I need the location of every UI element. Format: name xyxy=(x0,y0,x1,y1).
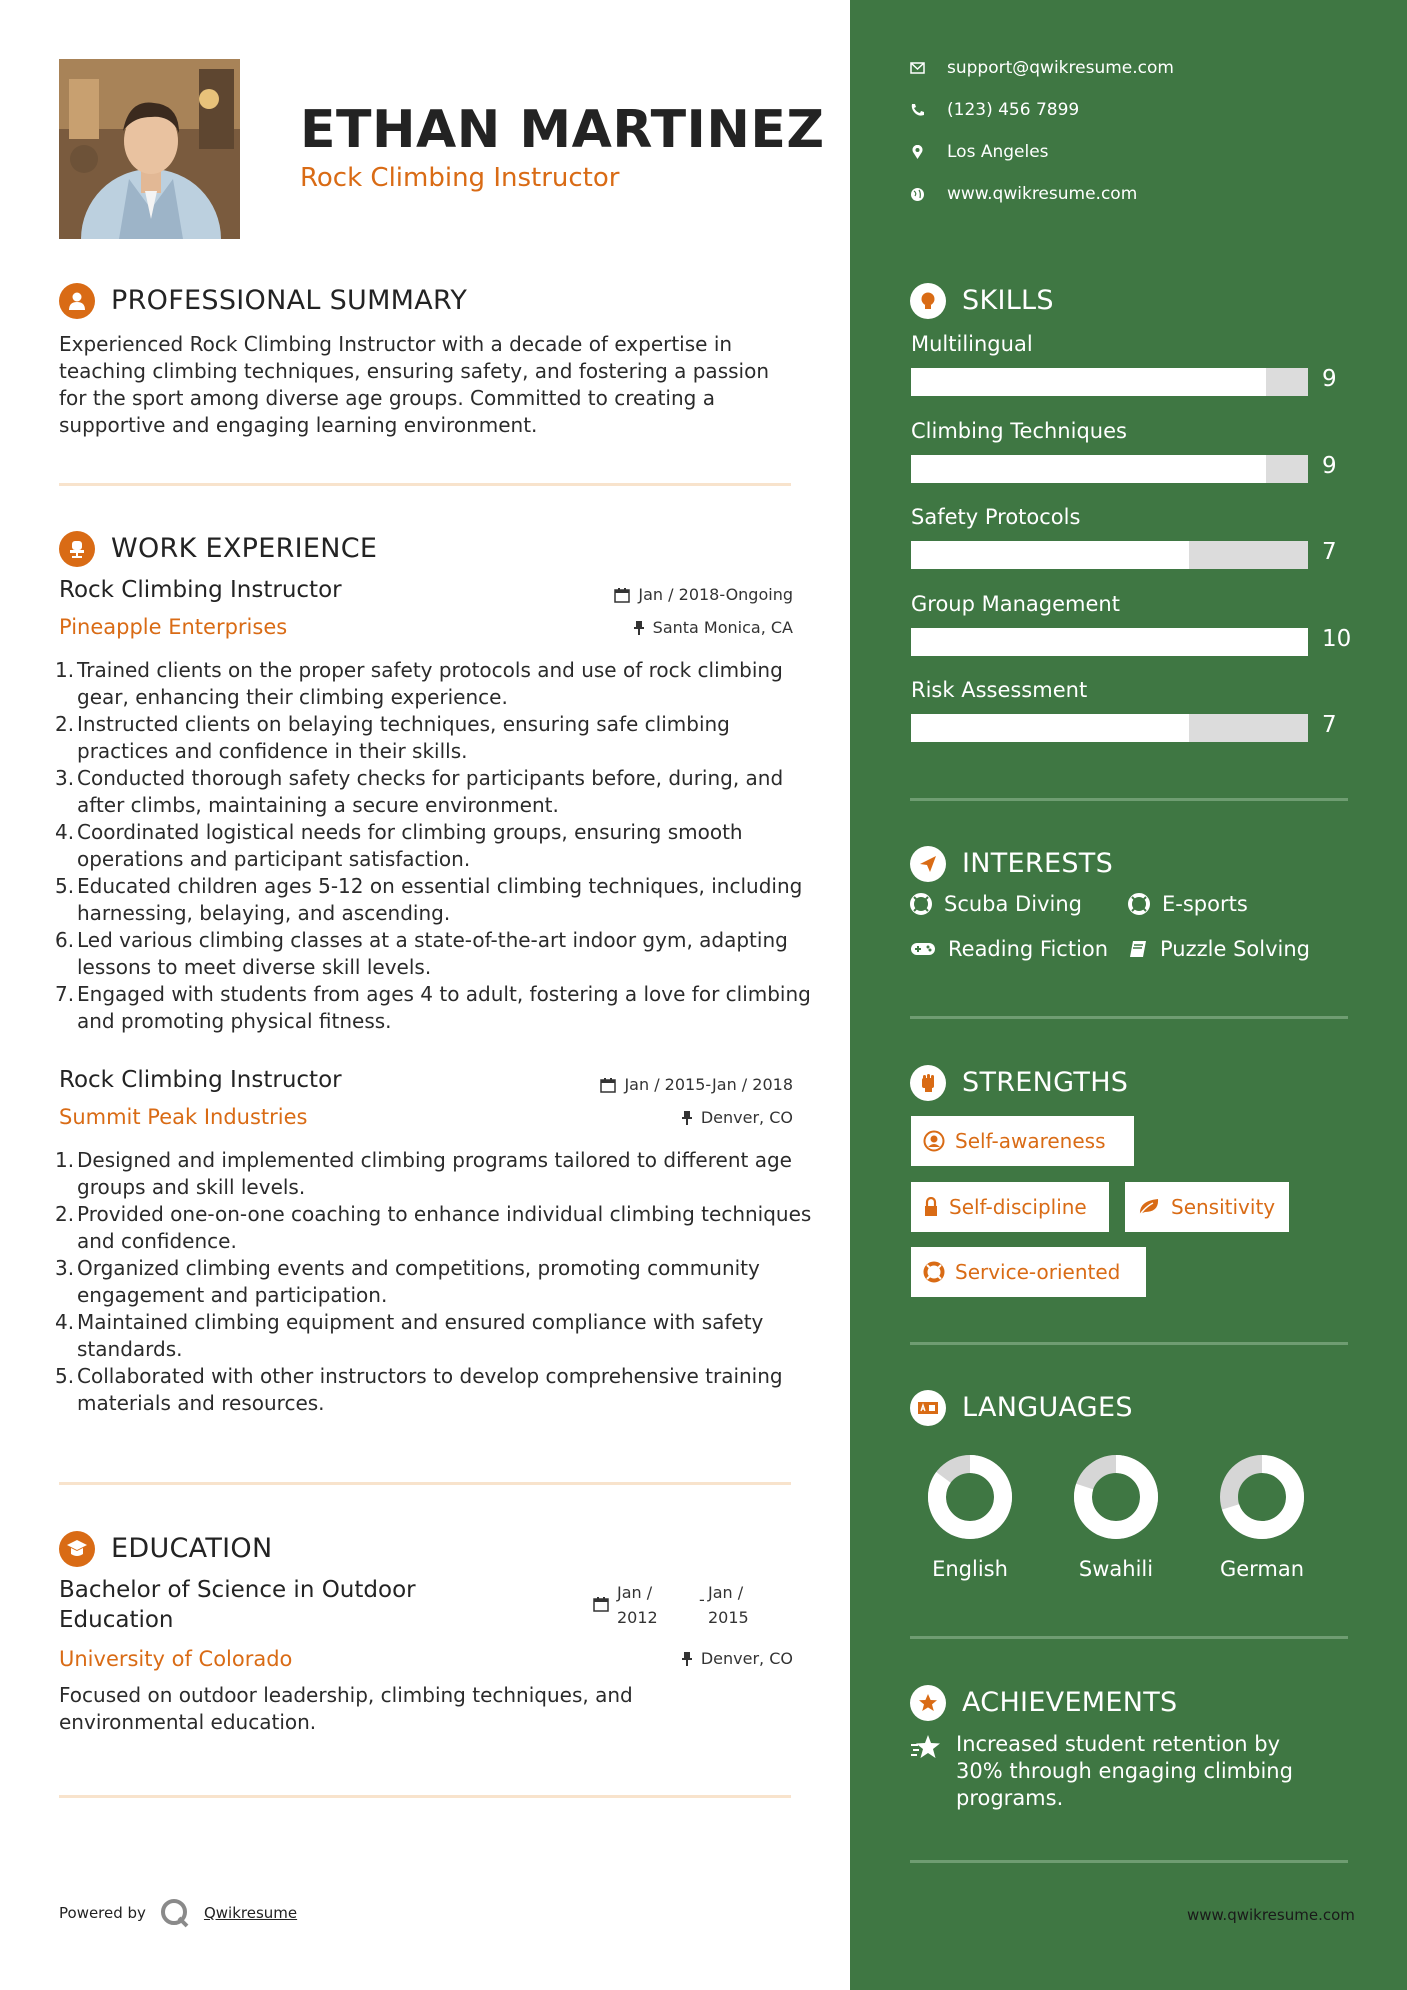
calendar-icon xyxy=(614,587,630,603)
profile-photo xyxy=(59,59,240,239)
company-name: Summit Peak Industries xyxy=(59,1105,308,1129)
section-divider xyxy=(910,1016,1348,1019)
job-location xyxy=(633,618,793,637)
skill-name: Multilingual xyxy=(911,332,1033,356)
skill-bar xyxy=(911,368,1308,396)
edu-location-text: Denver, CO xyxy=(700,1649,793,1668)
lifebuoy-icon xyxy=(923,1261,945,1283)
contact-location: Los Angeles xyxy=(910,142,1049,162)
footer-website[interactable]: www.qwikresume.com xyxy=(1187,1906,1355,1924)
skill-bar xyxy=(911,628,1308,656)
interest-item: Puzzle Solving xyxy=(1128,937,1310,961)
globe-icon xyxy=(910,187,925,202)
powered-by-label: Powered by xyxy=(59,1904,146,1922)
list-item: 4. Maintained climbing equipment and ensured compliance with safety standards. xyxy=(55,1310,764,1361)
section-divider xyxy=(910,798,1348,801)
fist-icon xyxy=(910,1065,946,1101)
job-location xyxy=(681,1108,793,1127)
contact-email[interactable]: support@qwikresume.com xyxy=(910,58,1174,78)
lifebuoy-icon xyxy=(910,893,932,915)
map-pin-icon xyxy=(910,145,925,160)
interest-item: E-sports xyxy=(1128,892,1248,916)
summary-heading: PROFESSIONAL SUMMARY xyxy=(111,285,468,316)
language-level-ring xyxy=(927,1454,1013,1540)
book-icon xyxy=(1128,939,1148,959)
job-bullets xyxy=(55,657,815,1035)
languages-heading: LANGUAGES xyxy=(962,1392,1133,1423)
strength-tag: Self-discipline xyxy=(911,1182,1109,1232)
job-title: Rock Climbing Instructor xyxy=(59,1067,342,1093)
section-divider xyxy=(59,1482,791,1485)
section-divider xyxy=(910,1342,1348,1345)
skills-heading: SKILLS xyxy=(962,285,1054,316)
interest-item: Scuba Diving xyxy=(910,892,1082,916)
list-item: 2. Provided one-on-one coaching to enhance individual climbing techniques and confidence. xyxy=(55,1202,812,1253)
footer-powered-by xyxy=(59,1898,297,1928)
list-item: 5. Collaborated with other instructors to develop comprehensive training materials and resources. xyxy=(55,1364,783,1415)
star-icon xyxy=(910,1733,942,1761)
degree-line: Education xyxy=(59,1607,174,1633)
skill-name: Safety Protocols xyxy=(911,505,1081,529)
job-dates xyxy=(600,1075,793,1094)
job-title: Rock Climbing Instructor xyxy=(59,577,342,603)
language-name: German xyxy=(1219,1557,1305,1581)
skill-value: 7 xyxy=(1322,712,1337,738)
calendar-icon xyxy=(593,1596,609,1612)
leaf-icon xyxy=(1137,1197,1161,1217)
section-divider xyxy=(59,483,791,486)
skill-value: 9 xyxy=(1322,366,1337,392)
section-divider xyxy=(910,1860,1348,1863)
job-dates xyxy=(614,585,793,604)
skill-name: Climbing Techniques xyxy=(911,419,1127,443)
job-location-text: Denver, CO xyxy=(700,1108,793,1127)
qwikresume-logo-icon xyxy=(160,1898,190,1928)
list-item: 6. Led various climbing classes at a state-of-the-art indoor gym, adapting lessons to meet diverse skill levels. xyxy=(55,928,788,979)
user-icon xyxy=(59,283,95,319)
lock-icon xyxy=(923,1197,939,1217)
candidate-title: Rock Climbing Instructor xyxy=(300,163,620,193)
list-item: 3. Organized climbing events and competitions, promoting community engagement and participation. xyxy=(55,1256,760,1307)
education-description: Focused on outdoor leadership, climbing techniques, and environmental education. xyxy=(59,1683,633,1734)
job-bullets xyxy=(55,1147,815,1417)
section-divider xyxy=(910,1636,1348,1639)
job-dates-text: Jan / 2018-Ongoing xyxy=(638,585,793,604)
pin-icon xyxy=(681,1651,693,1667)
skill-name: Risk Assessment xyxy=(911,678,1088,702)
strength-tag: Self-awareness xyxy=(911,1116,1134,1166)
skill-value: 9 xyxy=(1322,453,1337,479)
language-name: English xyxy=(932,1557,1008,1581)
paper-plane-icon xyxy=(910,846,946,882)
skill-bar-fill xyxy=(911,628,1308,656)
skill-name: Group Management xyxy=(911,592,1120,616)
skill-value: 7 xyxy=(1322,539,1337,565)
envelope-icon xyxy=(910,62,925,74)
lifebuoy-icon xyxy=(1128,893,1150,915)
skill-bar-fill xyxy=(911,541,1189,569)
star-badge-icon xyxy=(910,1685,946,1721)
company-name: Pineapple Enterprises xyxy=(59,615,288,639)
degree-line: Bachelor of Science in Outdoor xyxy=(59,1577,416,1603)
experience-heading: WORK EXPERIENCE xyxy=(111,533,378,564)
list-item: 4. Coordinated logistical needs for climbing groups, ensuring smooth operations and participant satisfaction. xyxy=(55,820,743,871)
date-separator: - xyxy=(699,1590,705,1609)
skill-bar xyxy=(911,541,1308,569)
edu-start-date: Jan / 2012 xyxy=(617,1583,658,1627)
chair-icon xyxy=(59,531,95,567)
graduation-icon xyxy=(59,1531,95,1567)
user-circle-icon xyxy=(923,1130,945,1152)
education-heading: EDUCATION xyxy=(111,1533,273,1564)
brand-link[interactable]: Qwikresume xyxy=(203,1904,298,1922)
language-icon xyxy=(910,1390,946,1426)
job-dates-text: Jan / 2015-Jan / 2018 xyxy=(624,1075,793,1094)
contact-phone[interactable]: (123) 456 7899 xyxy=(910,100,1079,120)
list-item: 2. Instructed clients on belaying techniques, ensuring safe climbing practices and confidence in their skills. xyxy=(55,712,730,763)
job-location-text: Santa Monica, CA xyxy=(652,618,793,637)
pin-icon xyxy=(633,620,645,636)
skill-bar-fill xyxy=(911,714,1189,742)
skill-bar-fill xyxy=(911,368,1266,396)
phone-icon xyxy=(910,103,925,117)
achievement-item: Increased student retention by 30% through engaging climbing programs. xyxy=(910,1731,1330,1812)
strength-tag: Service-oriented xyxy=(911,1247,1146,1297)
edu-location xyxy=(681,1649,793,1668)
list-item: 5. Educated children ages 5-12 on essential climbing techniques, including harnessing, belaying, and ascending. xyxy=(55,874,803,925)
list-item: 7. Engaged with students from ages 4 to adult, fostering a love for climbing and promoting physical fitness. xyxy=(55,982,811,1033)
skill-bar xyxy=(911,714,1308,742)
strength-tag: Sensitivity xyxy=(1125,1182,1289,1232)
interest-item: Reading Fiction xyxy=(910,937,1108,961)
pin-icon xyxy=(681,1110,693,1126)
calendar-icon xyxy=(600,1077,616,1093)
candidate-name: ETHAN MARTINEZ xyxy=(300,100,825,160)
contact-website[interactable]: www.qwikresume.com xyxy=(910,184,1137,204)
skill-value: 10 xyxy=(1322,626,1352,652)
strengths-heading: STRENGTHS xyxy=(962,1067,1129,1098)
skill-bar xyxy=(911,455,1308,483)
summary-text: Experienced Rock Climbing Instructor with a decade of expertise in teaching climbing techniques, ensuring safety, and fostering a passion for the sport among diverse age groups. Committed to creating a supportive and engaging learning environment. xyxy=(59,332,769,437)
language-level-ring xyxy=(1073,1454,1159,1540)
list-item: 3. Conducted thorough safety checks for participants before, during, and after climbs, maintaining a secure environment. xyxy=(55,766,784,817)
achievements-heading: ACHIEVEMENTS xyxy=(962,1687,1178,1718)
lightbulb-icon xyxy=(910,283,946,319)
list-item: 1. Designed and implemented climbing programs tailored to different age groups and skill levels. xyxy=(55,1148,792,1199)
edu-end-date: Jan / 2015 xyxy=(708,1583,749,1627)
section-divider xyxy=(59,1795,791,1798)
list-item: 1. Trained clients on the proper safety protocols and use of rock climbing gear, enhancing their climbing experience. xyxy=(55,658,783,709)
language-level-ring xyxy=(1219,1454,1305,1540)
skill-bar-fill xyxy=(911,455,1266,483)
school-name: University of Colorado xyxy=(59,1647,293,1671)
interests-heading: INTERESTS xyxy=(962,848,1114,879)
language-name: Swahili xyxy=(1078,1557,1154,1581)
gamepad-icon xyxy=(910,941,936,957)
